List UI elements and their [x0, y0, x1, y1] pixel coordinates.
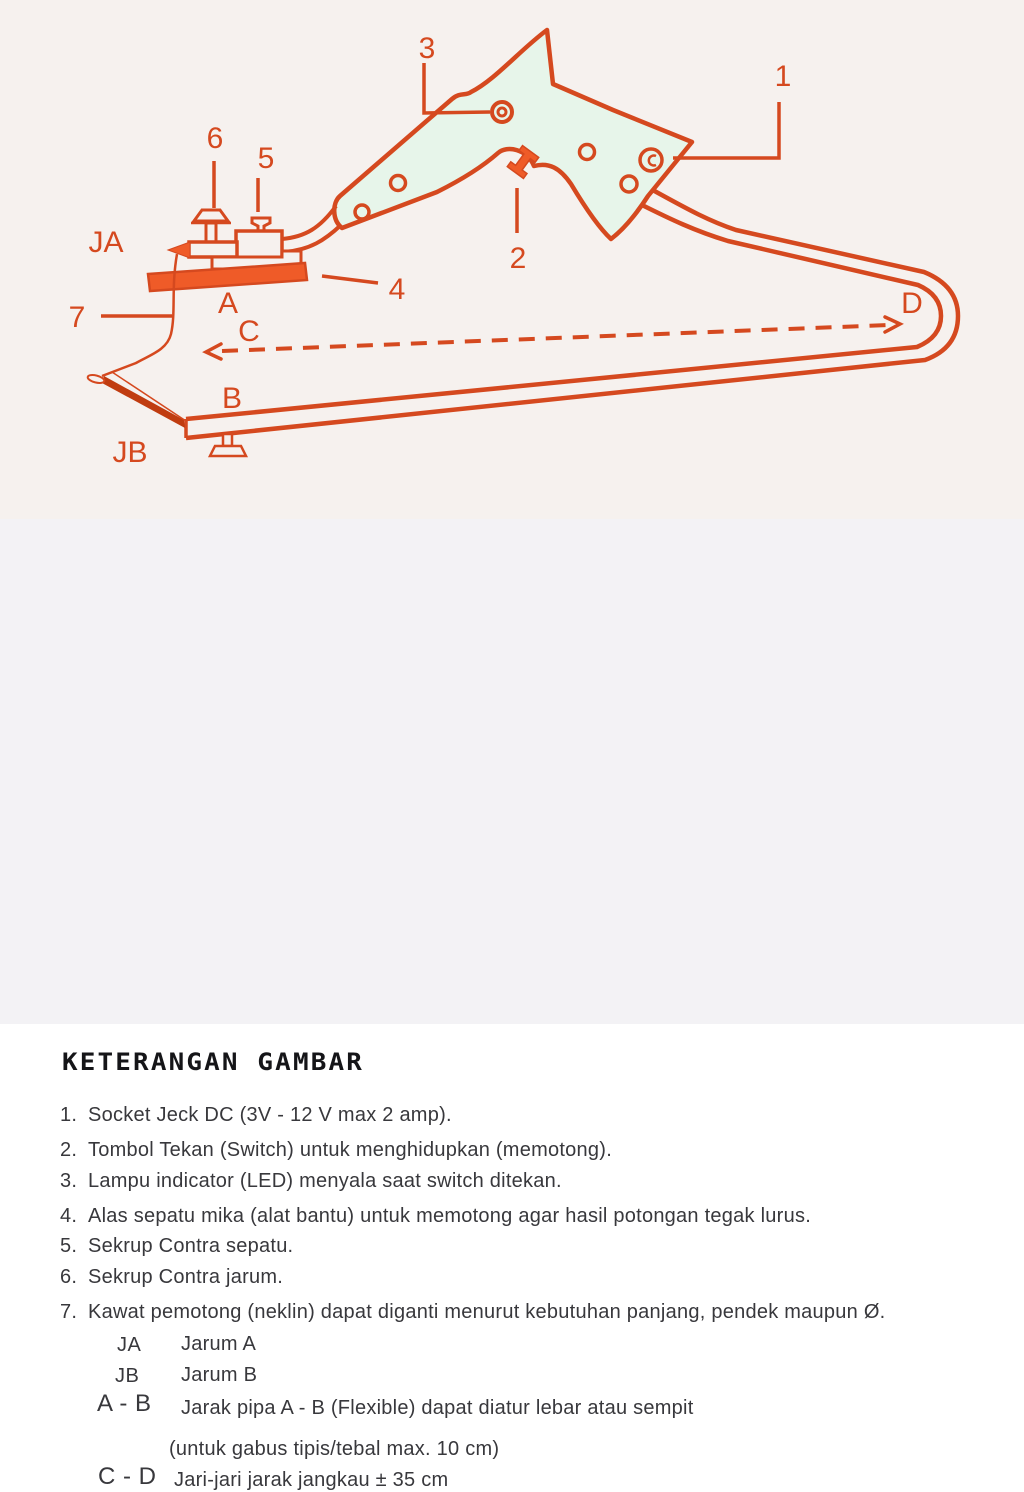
barrel-to-clamp-tube [282, 206, 341, 252]
needle-ja [168, 242, 190, 258]
item-number: 6. [60, 1266, 78, 1288]
legend-key-ab: A - B [97, 1390, 152, 1417]
label-b: B [221, 382, 243, 415]
needle-ja-assembly [148, 210, 307, 291]
item-text: Tombol Tekan (Switch) untuk menghidupkan (memotong). [88, 1139, 612, 1161]
legend-item-4 [60, 1205, 811, 1228]
arrowhead-left [206, 344, 221, 359]
cutter-body [334, 30, 692, 239]
legend-key-ja: JA [117, 1334, 142, 1356]
label-1: 1 [774, 60, 792, 93]
clamp-block [236, 231, 282, 258]
needle-jb [87, 372, 186, 428]
item-number: 4. [60, 1205, 78, 1227]
pipe-b-screw [210, 434, 246, 456]
legend-val-ab-2: (untuk gabus tipis/tebal max. 10 cm) [169, 1438, 500, 1460]
label-d: D [901, 287, 923, 320]
item-number: 7. [60, 1301, 78, 1323]
item-text: Sekrup Contra sepatu. [88, 1235, 294, 1257]
legend-item-6 [60, 1266, 283, 1289]
diagram-area [0, 0, 1024, 519]
leader-line-4 [322, 276, 378, 283]
legend-val-ja: Jarum A [181, 1333, 257, 1355]
item-number: 5. [60, 1235, 78, 1257]
label-4: 4 [388, 273, 406, 306]
label-6: 6 [206, 122, 224, 155]
legend-item-7 [60, 1301, 885, 1324]
legend-item-3 [60, 1170, 562, 1193]
legend-item-5 [60, 1235, 293, 1258]
legend-title: KETERANGAN GAMBAR [62, 1048, 365, 1076]
legend-item-1 [60, 1104, 452, 1127]
label-ja: JA [88, 226, 124, 259]
item-number: 1. [60, 1104, 78, 1126]
label-5: 5 [257, 142, 275, 175]
legend-key-jb: JB [115, 1365, 140, 1387]
foam-cutter-diagram [0, 0, 1024, 519]
label-a: A [217, 287, 239, 320]
label-jb: JB [112, 436, 148, 469]
item-number: 3. [60, 1170, 78, 1192]
legend-val-cd: Jari-jari jarak jangkau ± 35 cm [174, 1469, 449, 1491]
item-text: Alas sepatu mika (alat bantu) untuk memotong agar hasil potongan tegak lurus. [88, 1205, 811, 1227]
legend-key-cd: C - D [98, 1463, 157, 1490]
leader-line-1 [673, 102, 779, 158]
label-3: 3 [418, 32, 436, 65]
wire-loop-pipe [186, 188, 958, 456]
arrowhead-right [885, 317, 900, 332]
needle-ja-holder [189, 242, 237, 257]
label-c: C [238, 315, 260, 348]
item-text: Lampu indicator (LED) menyala saat switch ditekan. [88, 1170, 562, 1192]
legend-area [0, 519, 1024, 1491]
legend-item-2 [60, 1139, 612, 1162]
pipe-outer-edge [186, 188, 958, 438]
label-2: 2 [509, 242, 527, 275]
label-7: 7 [68, 301, 86, 334]
reach-dashed-line [206, 317, 900, 359]
item-text: Kawat pemotong (neklin) dapat diganti menurut kebutuhan panjang, pendek maupun Ø. [88, 1301, 886, 1323]
screw-contra-jarum [191, 210, 231, 242]
item-number: 2. [60, 1139, 78, 1161]
legend-val-ab: Jarak pipa A - B (Flexible) dapat diatur lebar atau sempit [181, 1397, 694, 1419]
item-text: Sekrup Contra jarum. [88, 1266, 284, 1288]
legend-val-jb: Jarum B [181, 1364, 258, 1386]
item-text: Socket Jeck DC (3V - 12 V max 2 amp). [88, 1104, 452, 1126]
